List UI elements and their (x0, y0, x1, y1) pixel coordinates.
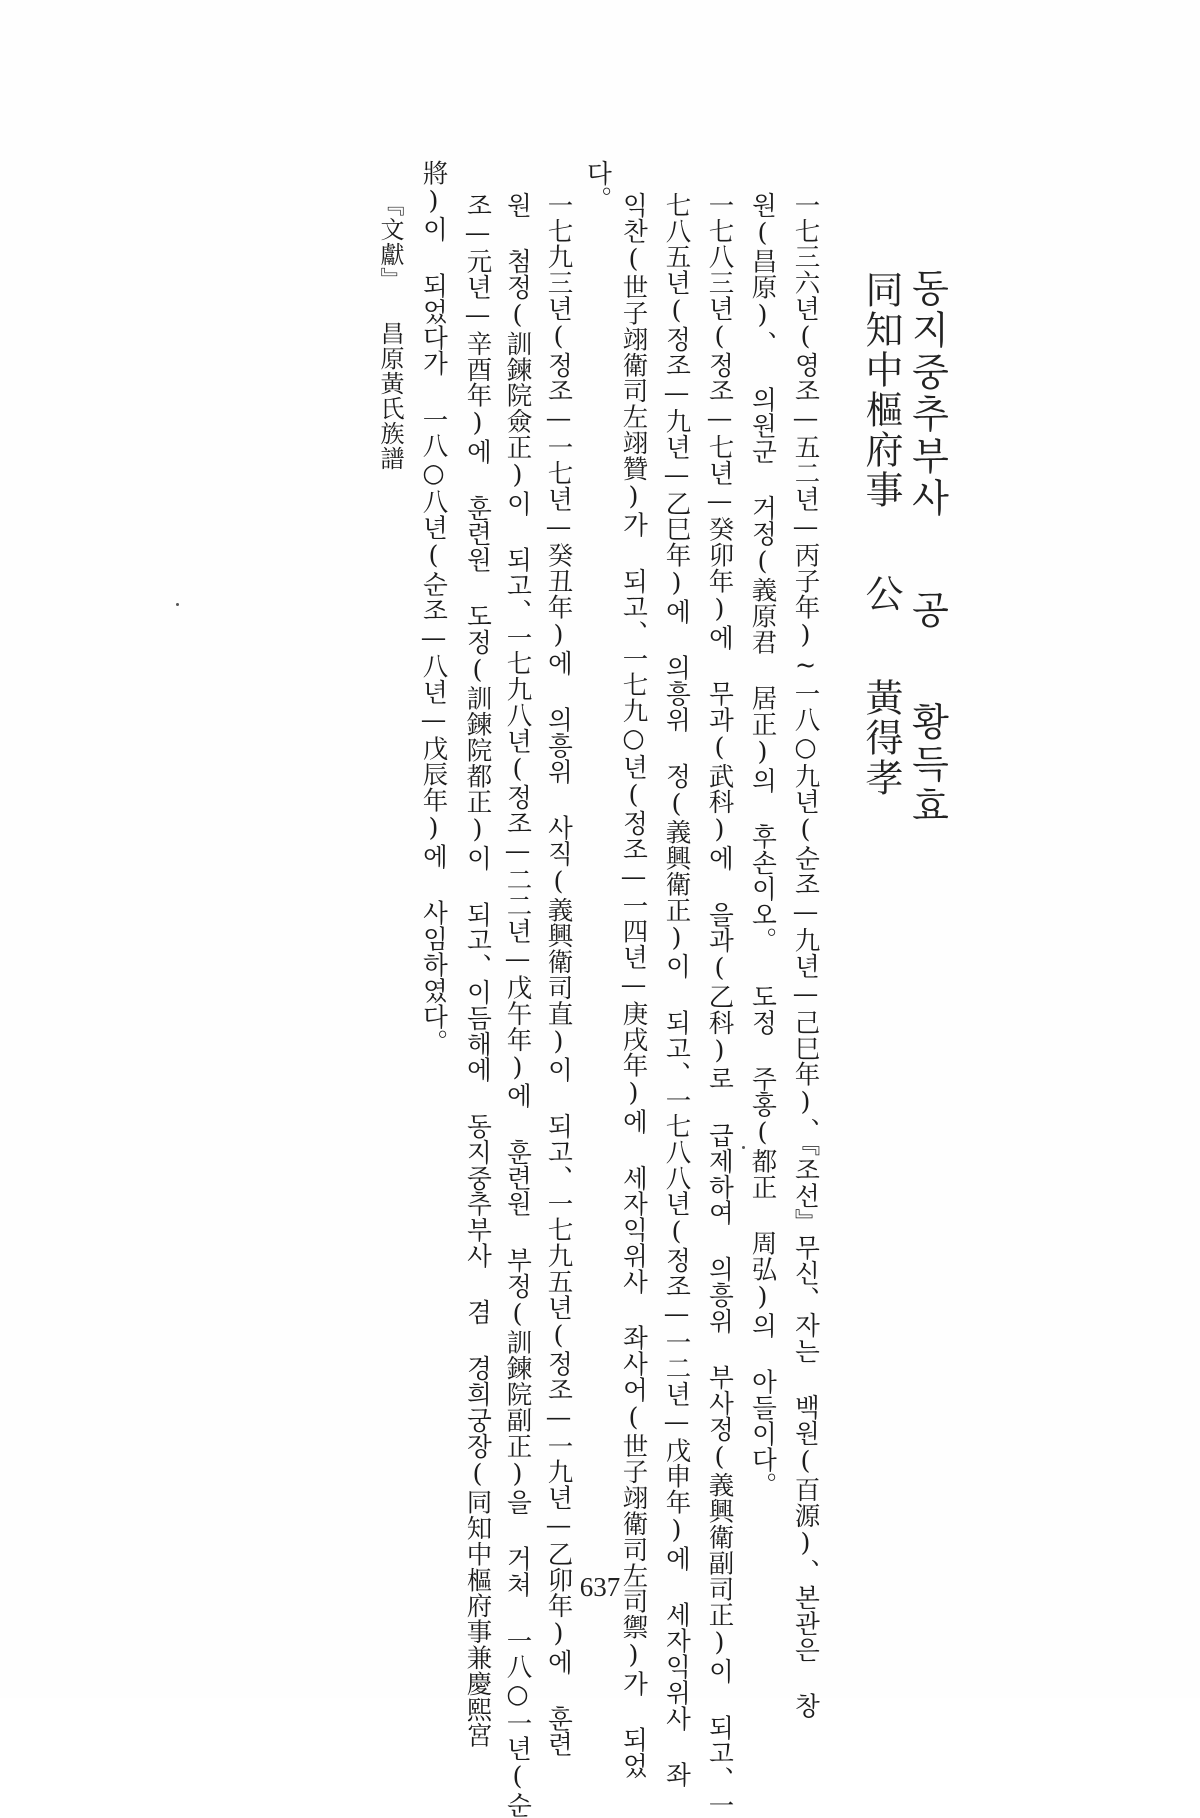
title-position-hanja: 同知中樞府事 (859, 270, 903, 510)
body-line: 익찬(世子翊衛司左翊贊)가 되고、一七九○년(정조—一四년—庚戌年)에 세자익위사 좌사어(世子翊衛司左司禦)가 되었 (618, 192, 649, 1779)
body-line: 조—元년—辛酉年)에 훈련원 도정(訓鍊院都正)이 되고、이듬해에 동지중추부사 겸 경희궁장(同知中樞府事兼慶熙宮 (462, 192, 493, 1749)
title-name-korean: 황득효 (905, 702, 949, 828)
source-citation: 『文獻』 昌原黃氏族譜 (376, 192, 404, 471)
body-line: 一七八三년(정조—七년—癸卯年)에 무과(武科)에 을과(乙科)로 급제하여 의흥위 부사정(義興衛副司正)이 되고、一 (704, 192, 735, 1818)
title-korean (905, 268, 949, 828)
scan-speck (742, 1146, 745, 1149)
scan-speck (176, 603, 179, 606)
body-line: 다。 (582, 160, 613, 212)
body-line: 七八五년(정조—九년—乙巳年)에 의흥위 정(義興衛正)이 되고、一七八八년(정조—一二년—戊申年)에 세자익위사 좌 (661, 192, 692, 1788)
title-position-korean: 동지중추부사 (905, 268, 949, 520)
body-line: 원 첨정(訓鍊院僉正)이 되고、一七九八년(정조—二二년—戊午年)에 훈련원 부정(訓鍊院副正)을 거쳐 一八○一년(순 (502, 192, 533, 1818)
title-hanja (859, 270, 903, 798)
body-line: 將)이 되었다가 一八○八년(순조—八년—戊辰年)에 사임하였다。 (418, 160, 449, 1056)
title-honorific-hanja: 公 (859, 574, 903, 614)
body-line: 一七三六년(영조—五二년—丙子年)~一八○九년(순조—九년—己巳年)、『조선』무신、자는 백원(百源)、본관은 창 (790, 192, 821, 1719)
page-number: 637 (579, 1572, 621, 1602)
title-name-hanja: 黃得孝 (859, 678, 903, 798)
title-honorific-korean: 공 (905, 590, 949, 632)
body-line: 원(昌原)、 의원군 거정(義原君 居正)의 후손이오。 도정 주홍(都正 周弘)의 아들이다。 (747, 192, 778, 1499)
body-line: 一七九三년(정조—一七년—癸丑年)에 의흥위 사직(義興衛司直)이 되고、一七九五년(정조—一九년—乙卯年)에 훈련 (543, 192, 574, 1758)
